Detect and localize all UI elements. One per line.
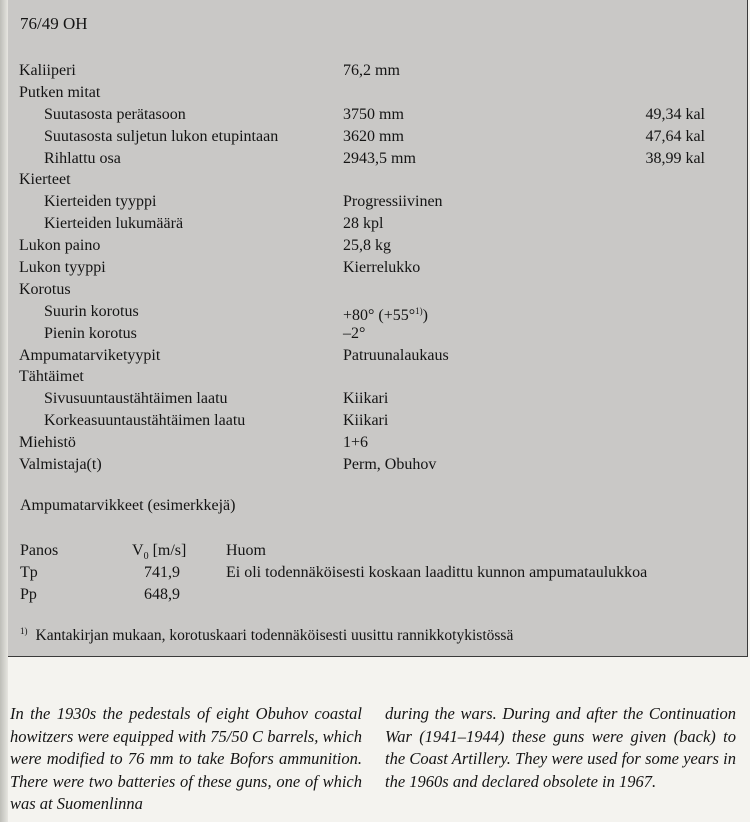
spec-label: Rihlattu osa: [44, 149, 121, 167]
spec-label: Valmistaja(t): [19, 456, 102, 474]
spec-caliber: 47,64 kal: [645, 127, 705, 145]
spec-value-end: ): [422, 306, 428, 324]
spec-value: 76,2 mm: [343, 62, 400, 79]
spec-label: Sivusuuntaustähtäimen laatu: [44, 390, 228, 408]
spec-label: Kierteiden lukumäärä: [44, 215, 184, 233]
ammo-v0: 741,9: [144, 564, 180, 581]
spec-value: 3620 mm: [343, 127, 404, 145]
spec-label: Pienin korotus: [44, 324, 137, 342]
ammo-header-row: [20, 540, 740, 562]
spec-row: [8, 126, 748, 148]
spec-value: 2943,5 mm: [343, 149, 416, 167]
spec-row: [8, 169, 748, 191]
spec-value: Patruunalaukaus: [343, 346, 449, 364]
spec-label: Kierteiden tyyppi: [44, 193, 157, 211]
spec-label: Kierteet: [19, 171, 71, 189]
spec-value: 3750 mm: [343, 105, 404, 123]
spec-value: Kierrelukko: [343, 259, 421, 277]
spec-rows: [8, 60, 748, 476]
spec-label: Kaliiperi: [19, 62, 76, 79]
spec-row: [8, 388, 748, 410]
ammo-title: Ampumatarvikkeet (esimerkkejä): [20, 497, 236, 514]
spec-label: Suutasosta suljetun lukon etupintaan: [44, 127, 279, 145]
footnote-text: Kantakirjan mukaan, korotuskaari todennäköisesti uusittu rannikkotykistössä: [35, 627, 514, 644]
ammo-row: [20, 562, 740, 584]
footnote-mark: 1): [20, 626, 28, 636]
spec-row: [8, 213, 748, 235]
spec-label: Suutasosta perätasoon: [44, 105, 186, 123]
spec-row: [8, 257, 748, 279]
spec-row: [8, 148, 748, 170]
spec-value-main: +80° (+55°: [343, 306, 416, 324]
spec-table: [8, 0, 748, 657]
spec-row: [8, 432, 748, 454]
spec-row: [8, 301, 748, 323]
spec-value: Progressiivinen: [343, 193, 443, 211]
spec-row: [8, 454, 748, 476]
spec-value: 28 kpl: [343, 215, 384, 233]
ammo-table: [20, 540, 740, 606]
spec-row: [8, 279, 748, 301]
spec-value: Kiikari: [343, 390, 389, 408]
spec-label: Putken mitat: [19, 83, 101, 101]
spec-value: Perm, Obuhov: [343, 456, 437, 474]
spec-label: Lukon paino: [19, 237, 101, 255]
spec-row: [8, 235, 748, 257]
spec-row: [8, 104, 748, 126]
ammo-row: [20, 584, 740, 606]
page-edge: [0, 0, 8, 822]
spec-value: Kiikari: [343, 412, 389, 430]
spec-row: [8, 82, 748, 104]
ammo-header-huom: Huom: [226, 542, 266, 559]
spec-label: Ampumatarviketyypit: [19, 346, 161, 364]
spec-label: Miehistö: [19, 434, 76, 452]
caption-left-column: In the 1930s the pedestals of eight Obuhov coastal howitzers were equipped with 75/50 C barrels, which were modified to 76 mm to take Bofors ammunition. There were two batteries of these guns, one of which was at Suomenlinna: [10, 704, 362, 813]
spec-caliber: 38,99 kal: [645, 149, 705, 167]
spec-title: 76/49 OH: [20, 14, 88, 33]
spec-row: [8, 60, 748, 82]
footnote: [20, 626, 513, 645]
spec-value: 25,8 kg: [343, 237, 391, 255]
caption-right-column: during the wars. During and after the Continuation War (1941–1944) these guns were given (back) to the Coast Artillery. They were used for some years in the 1960s and declared obsolete in 1967.: [385, 704, 736, 791]
v0-subscript: 0: [143, 551, 149, 563]
spec-caliber: 49,34 kal: [645, 105, 705, 123]
spec-value: 1+6: [343, 434, 369, 452]
spec-row: [8, 191, 748, 213]
spec-label: Lukon tyyppi: [19, 259, 106, 277]
spec-label: Tähtäimet: [19, 368, 84, 386]
spec-row: [8, 366, 748, 388]
spec-row: [8, 323, 748, 345]
spec-value: –2°: [343, 324, 366, 342]
spec-row: [8, 345, 748, 367]
ammo-panos: Pp: [20, 586, 37, 603]
ammo-huom: Ei oli todennäköisesti koskaan laadittu kunnon ampumataulukkoa: [226, 564, 648, 581]
spec-row: [8, 410, 748, 432]
spec-label: Korkeasuuntaustähtäimen laatu: [44, 412, 246, 430]
spec-label: Korotus: [19, 280, 71, 298]
footnote-ref: 1): [415, 305, 423, 316]
ammo-header-panos: Panos: [20, 542, 59, 559]
ammo-panos: Tp: [20, 564, 38, 581]
ammo-v0: 648,9: [144, 586, 180, 603]
v0-unit: [m/s]: [148, 542, 187, 559]
v0-symbol: V: [132, 542, 144, 559]
spec-label: Suurin korotus: [44, 302, 139, 320]
